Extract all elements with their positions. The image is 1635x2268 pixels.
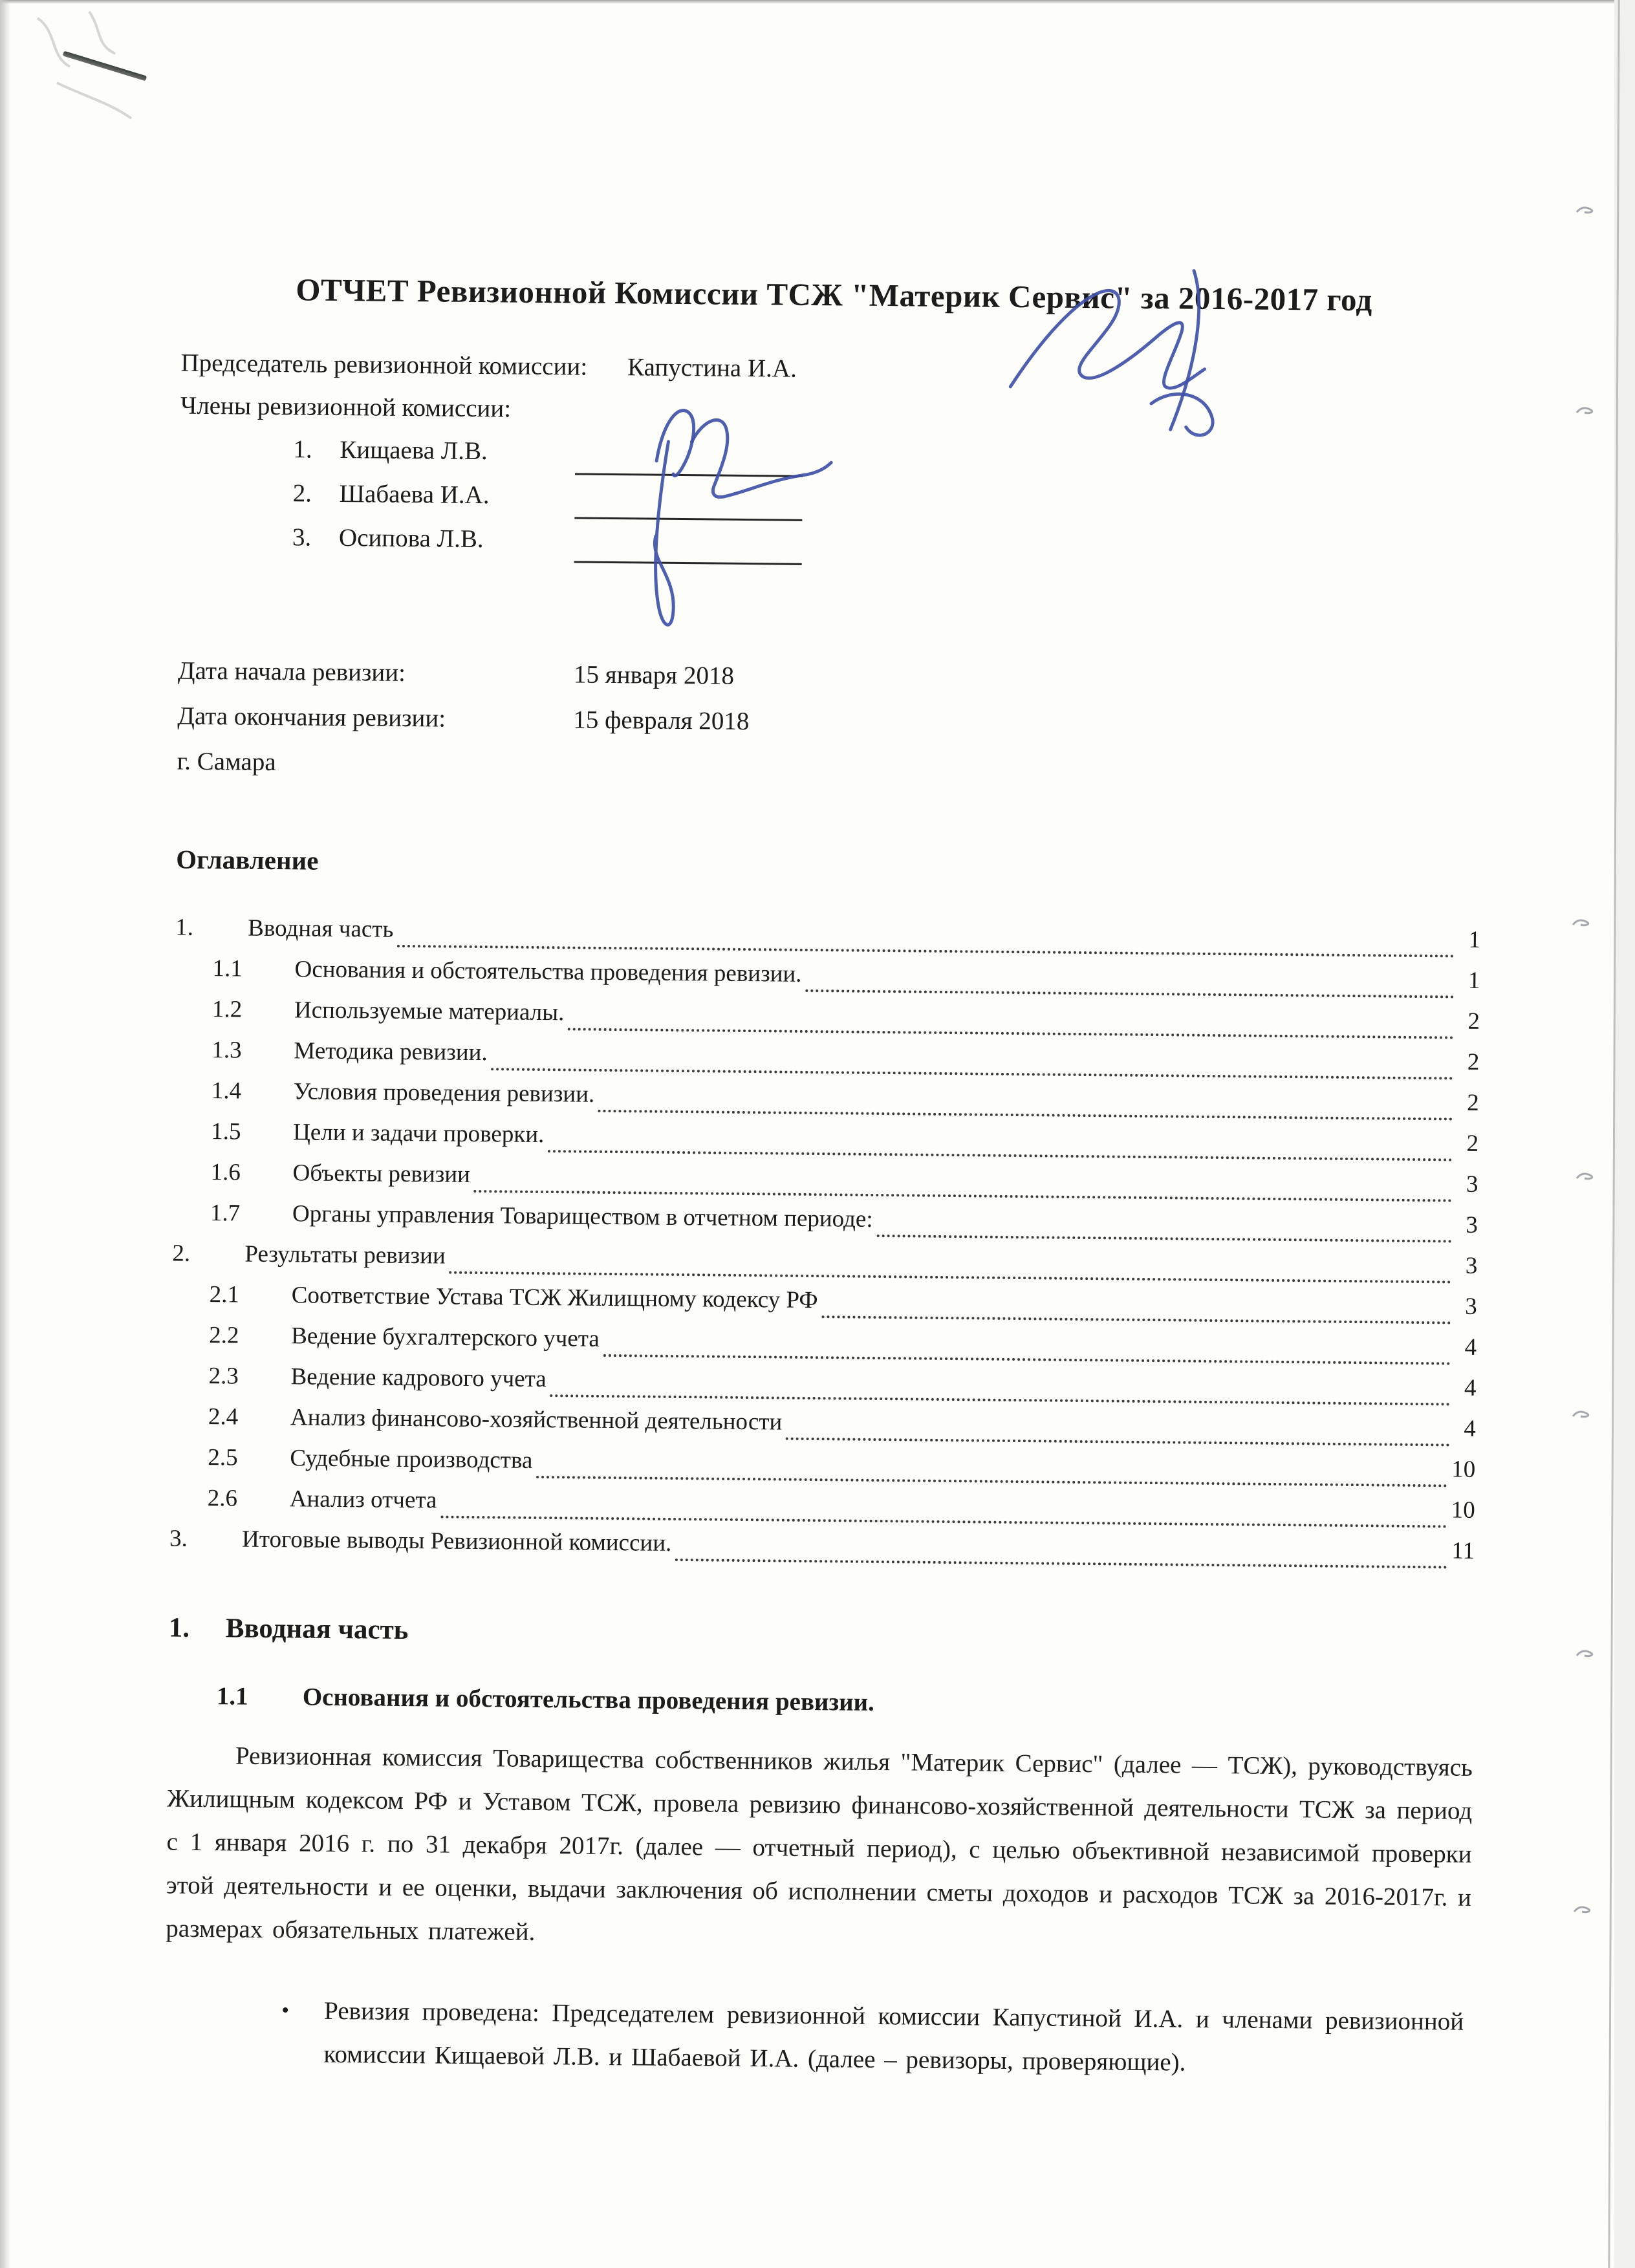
toc-entry-title: Условия проведения ревизии. [293,1078,595,1108]
city-line: г. Самара [177,747,276,776]
toc-dot-leader [671,1529,1452,1578]
toc-entry-page: 1 [1468,926,1481,953]
member-number: 2. [292,479,312,508]
pencil-mark [1575,1648,1597,1659]
section-1-1-heading [217,1681,1473,1723]
chairman-label: Председатель ревизионной комиссии: [180,349,588,381]
toc-entry-title: Используемые материалы. [294,997,565,1026]
section-1-title: Вводная часть [225,1613,409,1645]
bullet-list-item [281,1989,1470,2087]
toc-dot-leader [782,1408,1454,1455]
toc-heading: Оглавление [176,844,319,876]
end-date-value: 15 февраля 2018 [573,706,750,735]
toc-entry-page: 4 [1464,1415,1477,1442]
toc-entry-page: 3 [1466,1171,1478,1198]
start-date-label: Дата начала ревизии: [177,656,406,687]
toc-dot-leader [546,1365,1454,1414]
section-1-heading [169,1612,1474,1656]
section-1-number: 1. [168,1612,190,1643]
toc-entry-page: 4 [1464,1374,1477,1401]
toc-list [169,913,1481,1577]
toc-entry-number: 1. [175,914,194,941]
toc-entry-title: Объекты ревизии [292,1160,471,1188]
toc-entry-number: 1.7 [210,1199,241,1227]
toc-entry-number: 1.3 [211,1036,242,1064]
toc-entry-number: 2.5 [208,1443,238,1471]
toc-entry-title: Соответствие Устава ТСЖ Жилищному кодексу РФ [291,1282,818,1313]
toc-entry-title: Итоговые выводы Ревизионной комиссии. [241,1526,672,1557]
toc-entry-title: Ведение бухгалтерского учета [290,1323,600,1352]
chairman-name: Капустина И.А. [627,353,797,383]
members-label: Члены ревизионной комиссии: [180,391,512,423]
end-date-label: Дата окончания ревизии: [177,702,446,733]
toc-dot-leader [872,1205,1456,1252]
member-name: Шабаева И.А. [339,479,490,509]
member-signature-line [574,527,803,565]
toc-entry-page: 3 [1465,1252,1478,1279]
member-signature-line [574,483,803,521]
member-signature-line [575,439,803,477]
document-title: ОТЧЕТ Ревизионной Комиссии ТСЖ "Материк Сервис" за 2016-2017 год [296,272,1373,318]
section-1-1-number: 1.1 [216,1682,248,1711]
toc-entry-title: Основания и обстоятельства проведения ревизии. [294,956,802,988]
toc-entry-title: Анализ отчета [289,1485,437,1514]
pencil-mark [1572,917,1594,929]
toc-entry-title: Вводная часть [248,914,394,943]
member-name: Кищаева Л.В. [340,435,488,465]
toc-entry-page: 10 [1451,1456,1476,1483]
toc-entry-number: 2.3 [208,1362,239,1390]
dates-block [177,648,1483,796]
toc-entry-number: 2.4 [208,1403,239,1431]
toc-entry-title: Судебные производства [290,1445,533,1474]
toc-entry-number: 2. [172,1240,191,1267]
toc-entry-number: 1.6 [210,1158,241,1186]
toc-entry-number: 2.6 [207,1484,238,1512]
toc-dot-leader [817,1286,1455,1333]
toc-entry-number: 1.5 [211,1118,241,1145]
scan-left-edge [0,0,10,2268]
toc-entry-number: 3. [169,1525,188,1552]
pencil-mark [1573,1904,1595,1916]
toc-entry-title: Результаты ревизии [244,1240,446,1269]
toc-entry-page: 2 [1467,1048,1480,1075]
toc-entry-page: 3 [1465,1293,1477,1320]
toc-entry-page: 2 [1466,1130,1479,1157]
pencil-mark [1575,1171,1597,1182]
toc-entry-page: 2 [1467,1089,1479,1116]
pencil-mark [1572,1409,1594,1420]
crease-marks [12,5,206,154]
toc-dot-leader [801,960,1458,1008]
toc-entry-page: 3 [1466,1211,1478,1238]
toc-entry-title: Анализ финансово-хозяйственной деятельности [290,1404,783,1436]
toc-entry-page: 2 [1467,1008,1480,1035]
toc-entry-number: 1.4 [211,1077,242,1105]
bullet-text: Ревизия проведена: Председателем ревизионной комиссии Капустиной И.А. и членами ревизионной комиссии Кищаевой Л.В. и Шабаевой И.А. (далее – ревизоры, проверяющие). [323,1996,1464,2077]
toc-entry-title: Ведение кадрового учета [290,1363,547,1392]
intro-paragraph: Ревизионная комиссия Товарищества собственников жилья "Материк Сервис" (далее — ТСЖ), руководствуясь Жилищным кодексом РФ и Уставом ТСЖ, провела ревизию финансово-хозяйственной деятельности ТСЖ за период с 1 января 2016 г. по 31 декабря 2017г. (далее — отчетный период), с целью объективной независимой проверки этой деятельности и ее оценки, выдачи заключения об исполнении сметы доходов и расходов ТСЖ за 2016-2017г. и размерах обязательных платежей. [166,1742,1473,1946]
start-date-value: 15 января 2018 [573,660,735,690]
toc-entry-number: 1.1 [212,955,243,982]
toc-entry-number: 1.2 [211,995,243,1023]
toc-entry-number: 2.2 [208,1321,239,1349]
toc-entry-number: 2.1 [209,1280,240,1308]
toc-entry-page: 10 [1451,1496,1475,1524]
section-1-1-title: Основания и обстоятельства проведения ревизии. [302,1683,875,1716]
toc-entry-page: 1 [1467,967,1480,994]
pencil-mark [1575,204,1597,216]
bullet-icon: • [281,1998,290,2023]
member-name: Осипова Л.В. [338,523,484,553]
toc-entry-title: Органы управления Товариществом в отчетном периоде: [292,1200,873,1233]
member-number: 3. [292,523,312,552]
toc-entry-page: 4 [1464,1334,1477,1361]
toc-entry-title: Цели и задачи проверки. [293,1119,545,1148]
pencil-mark [1575,405,1597,416]
scan-top-edge [0,0,1635,4]
toc-entry-title: Методика ревизии. [294,1037,488,1066]
members-list [292,428,1486,572]
toc-entry-page: 11 [1451,1537,1475,1564]
document-content [164,0,1489,2087]
committee-block [179,341,1486,571]
member-number: 1. [293,435,312,464]
